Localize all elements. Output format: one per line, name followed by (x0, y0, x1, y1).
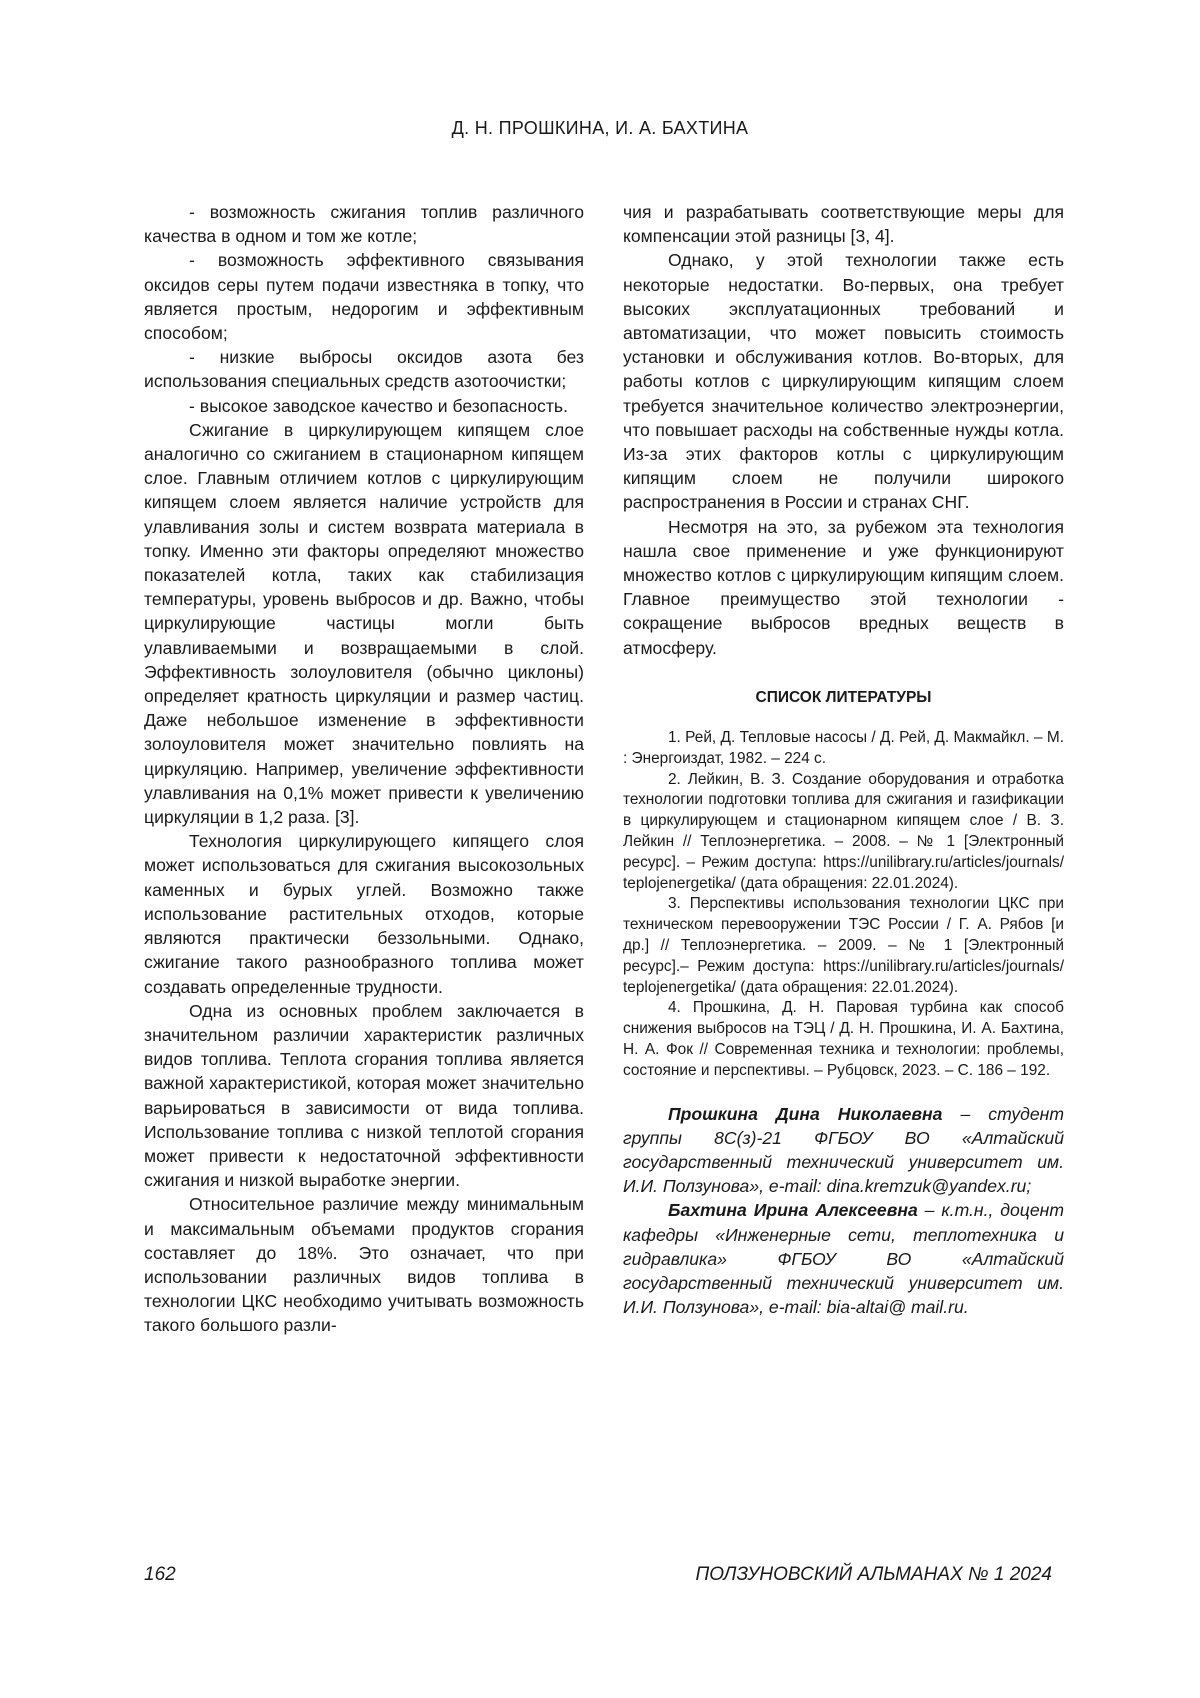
body-paragraph: Одна из основных проблем заключается в значительном различии характеристик различных видов топлива. Теплота сгорания топлива является важной характеристикой, которая может значительно варьироваться в зависимости от вида топлива. Использование топлива с низкой теплотой сгорания может привести к недостаточной эффективности сжигания и низкой выработке энергии. (144, 1000, 584, 1191)
reference-item: 2. Лейкин, В. З. Создание оборудования и отработка технологии подготовки топлива для сжигания и газификации в циркулирующем и стационарном кипящем слое / В. З. Лейкин // Теплоэнергетика. – 2008. – № 1 [Электронный ресурс]. – Режим доступа: https://unilibrary.ru/articles/journals/ teplojenergetika/ (дата обращения: 22.01.2024). (623, 770, 1064, 892)
body-paragraph: Технология циркулирующего кипящего слоя может использоваться для сжигания высокозольных каменных и бурых углей. Возможно также использование растительных отходов, которые являются практически беззольными. Однако, сжигание такого разнообразного топлива может создавать определенные трудности. (144, 831, 584, 997)
author-info (623, 1102, 1064, 1320)
body-paragraph: Несмотря на это, за рубежом эта технология нашла свое применение и уже функционируют множество котлов с циркулирующим кипящим слоем. Главное преимущество этой технологии - сокращение выбросов вредных веществ в атмосферу. (623, 516, 1064, 658)
author-details: – студент группы 8С(з)-21 ФГБОУ ВО «Алтайский государственный технический университет им. И.И. Ползунова», e-mail: dina.kremzuk@yandex.ru; (623, 1103, 1064, 1197)
author-name: Прошкина Дина Николаевна (668, 1103, 943, 1124)
running-head: Д. Н. ПРОШКИНА, И. А. БАХТИНА (451, 118, 749, 138)
reference-item: 3. Перспективы использования технологии ЦКС при техническом перевооружении ТЭС России / Г. А. Рябов [и др.] // Теплоэнергетика. – 2009. – № 1 [Электронный ресурс].– Режим доступа: https://unilibrary.ru/articles/journals/ teplojenergetika/ (дата обращения: 22.01.2024). (623, 895, 1064, 996)
references-title: СПИСОК ЛИТЕРАТУРЫ (755, 688, 932, 706)
body-paragraph: Сжигание в циркулирующем кипящем слое аналогично со сжиганием в стационарном кипящем слое. Главным отличием котлов с циркулирующим кипящем слоем является наличие устройств для улавливания золы и систем возврата материала в топку. Именно эти факторы определяют множество показателей котла, таких как стабилизация температуры, уровень выбросов и др. Важно, чтобы циркулирующие частицы могли быть улавливаемыми и возвращаемыми в слой. Эффективность золоуловителя (обычно циклоны) определяет кратность циркуляции и размер частиц. Даже небольшое изменение в эффективности золоуловителя может значительно повлиять на циркуляцию. Например, увеличение эффективности улавливания на 0,1% может привести к увеличению циркуляции в 1,2 раза. [3]. (144, 419, 584, 828)
page-number: 162 (144, 1564, 176, 1585)
references-list (623, 728, 1064, 1082)
author-details: – к.т.н., доцент кафедры «Инженерные сети, теплотехника и гидравлика» ФГБОУ ВО «Алтайский государственный технический университет им. И.И. Ползунова», e-mail: bia-altai@ mail.ru. (623, 1200, 1064, 1318)
right-column (623, 200, 1064, 1319)
body-paragraph: - низкие выбросы оксидов азота без использования специальных средств азотоочистки; (144, 347, 584, 392)
left-column (144, 200, 584, 1338)
body-paragraph: - возможность сжигания топлив различного качества в одном и том же котле; (144, 202, 584, 247)
author-entry (623, 1102, 1064, 1199)
author-entry (623, 1198, 1064, 1319)
body-paragraph: Относительное различие между минимальным и максимальным объемами продуктов сгорания составляет до 18%. Это означает, что при использовании различных видов топлива в технологии ЦКС необходимо учитывать возможность такого большого разли- (144, 1194, 584, 1336)
reference-item: 4. Прошкина, Д. Н. Паровая турбина как способ снижения выбросов на ТЭЦ / Д. Н. Прошкина, И. А. Бахтина, Н. А. Фок // Современная техника и технологии: проблемы, состояние и перспективы. – Рубцовск, 2023. – С. 186 – 192. (623, 999, 1064, 1079)
author-name: Бахтина Ирина Алексеевна (668, 1200, 918, 1221)
reference-item: 1. Рей, Д. Тепловые насосы / Д. Рей, Д. Макмайкл. – М. : Энергоиздат, 1982. – 224 с. (623, 729, 1064, 767)
body-paragraph: чия и разрабатывать соответствующие меры для компенсации этой разницы [3, 4]. (623, 202, 1064, 247)
body-paragraph: Однако, у этой технологии также есть некоторые недостатки. Во-первых, она требует высоких эксплуатационных требований и автоматизации, что может повысить стоимость установки и обслуживания котлов. Во-вторых, для работы котлов с циркулирующим кипящим слоем требуется значительное количество электроэнергии, что повышает расходы на собственные нужды котла. Из-за этих факторов котлы с циркулирующим кипящим слоем не получили широкого распространения в России и странах СНГ. (623, 250, 1064, 513)
body-paragraph: - высокое заводское качество и безопасность. (189, 395, 568, 416)
body-paragraph: - возможность эффективного связывания оксидов серы путем подачи известняка в топку, что является простым, недорогим и эффективным способом; (144, 250, 584, 344)
journal-footer: ПОЛЗУНОВСКИЙ АЛЬМАНАХ № 1 2024 (695, 1564, 1052, 1585)
